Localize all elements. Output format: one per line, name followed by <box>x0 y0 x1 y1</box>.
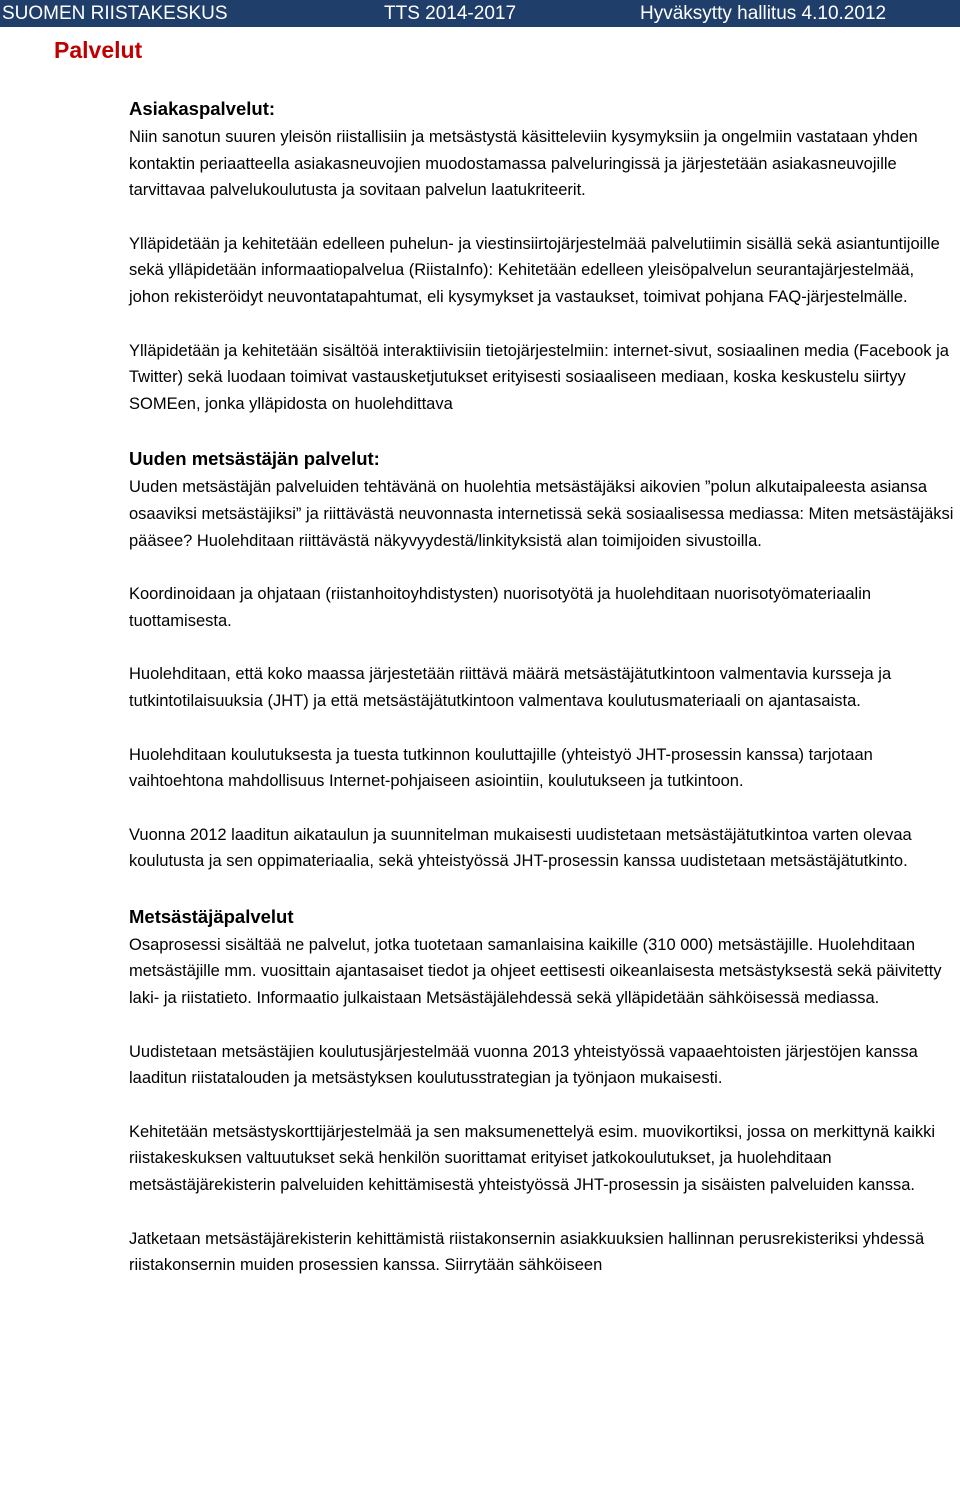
paragraph: Kehitetään metsästyskorttijärjestelmää ja sen maksumenettelyä esim. muovikortiksi, jossa on merkittynä kaikki riistakeskuksen valtuutukset sekä henkilön suorittamat erityiset jatkokoulutukset, ja huolehditaan metsästäjärekisterin palveluiden kehittämisestä yhteistyössä JHT-prosessin ja sisäisten palveluiden kanssa. <box>129 1122 936 1195</box>
document-body <box>129 94 957 1306</box>
paragraph: Osaprosessi sisältää ne palvelut, jotka tuotetaan samanlaisina kaikille (310 000) metsästäjille. Huolehditaan metsästäjille mm. vuosittain ajantasaiset tiedot ja ohjeet eettisesti oikeanlaisesta metsästyksestä sekä päivitetty laki- ja riistatieto. Informaatio julkaistaan Metsästäjälehdessä sekä ylläpidetään sähköisessä mediassa. <box>129 935 942 1008</box>
paragraph: Jatketaan metsästäjärekisterin kehittämistä riistakonsernin asiakkuuksien hallinnan perusrekisteriksi yhdessä riistakonsernin muiden prosessien kanssa. Siirrytään sähköiseen <box>129 1229 925 1275</box>
paragraph: Niin sanotun suuren yleisön riistallisiin ja metsästystä käsitteleviin kysymyksiin ja ongelmiin vastataan yhden kontaktin periaatteella asiakasneuvojien muodostamassa palveluringissä ja järjestetään asiakasneuvojille tarvittavaa palvelukoulutusta ja sovitaan palvelun laatukriteerit. <box>129 128 918 200</box>
header-approval-date: Hyväksytty hallitus 4.10.2012 <box>640 3 887 24</box>
header-organization: SUOMEN RIISTAKESKUS <box>2 3 228 24</box>
paragraph: Uudistetaan metsästäjien koulutusjärjestelmää vuonna 2013 yhteistyössä vapaaehtoisten järjestöjen kanssa laaditun riistatalouden ja metsästyksen koulutusstrategian ja työnjaon mukaisesti. <box>129 1042 918 1088</box>
section-heading-customer-services: Asiakaspalvelut: <box>129 98 276 119</box>
paragraph: Koordinoidaan ja ohjataan (riistanhoitoyhdistysten) nuorisotyötä ja huolehditaan nuorisotyömateriaalin tuottamisesta. <box>129 585 872 630</box>
paragraph: Vuonna 2012 laaditun aikataulun ja suunnitelman mukaisesti uudistetaan metsästäjätutkintoa varten olevaa koulutusta ja sen oppimateriaalia, sekä yhteistyössä JHT-prosessin kanssa uudistetaan metsästäjätutkinto. <box>129 825 912 871</box>
paragraph: Huolehditaan koulutuksesta ja tuesta tutkinnon kouluttajille (yhteistyö JHT-prosessin kanssa) tarjotaan vaihtoehtona mahdollisuus Internet-pohjaiseen asiointiin, koulutukseen ja tutkintoon. <box>129 745 873 791</box>
header-plan-period: TTS 2014-2017 <box>384 3 517 24</box>
page-title: Palvelut <box>54 37 143 63</box>
section-heading-new-hunter-services: Uuden metsästäjän palvelut: <box>129 448 380 470</box>
paragraph: Ylläpidetään ja kehitetään sisältöä interaktiivisiin tietojärjestelmiin: internet-sivut, sosiaalinen media (Facebook ja Twitter) sekä luodaan toimivat vastausketjutukset erityisesti sosiaaliseen mediaan, koska keskustelu siirtyy SOMEen, jonka ylläpidosta on huolehdittava <box>129 341 949 413</box>
paragraph: Uuden metsästäjän palveluiden tehtävänä on huolehtia metsästäjäksi aikovien ”polun alkutaipaleesta asiansa osaaviksi metsästäjiksi” ja riittävästä neuvonnasta internetissä sekä sosiaalisessa mediassa: Miten metsästäjäksi pääsee? Huolehditaan riittävästä näkyvyydestä/linkityksistä alan toimijoiden sivustoilla. <box>129 478 954 550</box>
document-header <box>0 0 960 27</box>
paragraph: Ylläpidetään ja kehitetään edelleen puhelun- ja viestinsiirtojärjestelmää palvelutiimin sisällä sekä asiantuntijoille sekä ylläpidetään informaatiopalvelua (RiistaInfo): Kehitetään edelleen yleisöpalvelun seurantajärjestelmää, johon rekisteröidyt neuvontatapahtumat, eli kysymykset ja vastaukset, toimivat pohjana FAQ-järjestelmälle. <box>129 234 940 306</box>
paragraph: Huolehditaan, että koko maassa järjestetään riittävä määrä metsästäjätutkintoon valmentavia kursseja ja tutkintotilaisuuksia (JHT) ja että metsästäjätutkintoon valmentava koulutusmateriaali on ajantasaista. <box>129 665 892 710</box>
section-heading-hunter-services: Metsästäjäpalvelut <box>129 905 294 927</box>
